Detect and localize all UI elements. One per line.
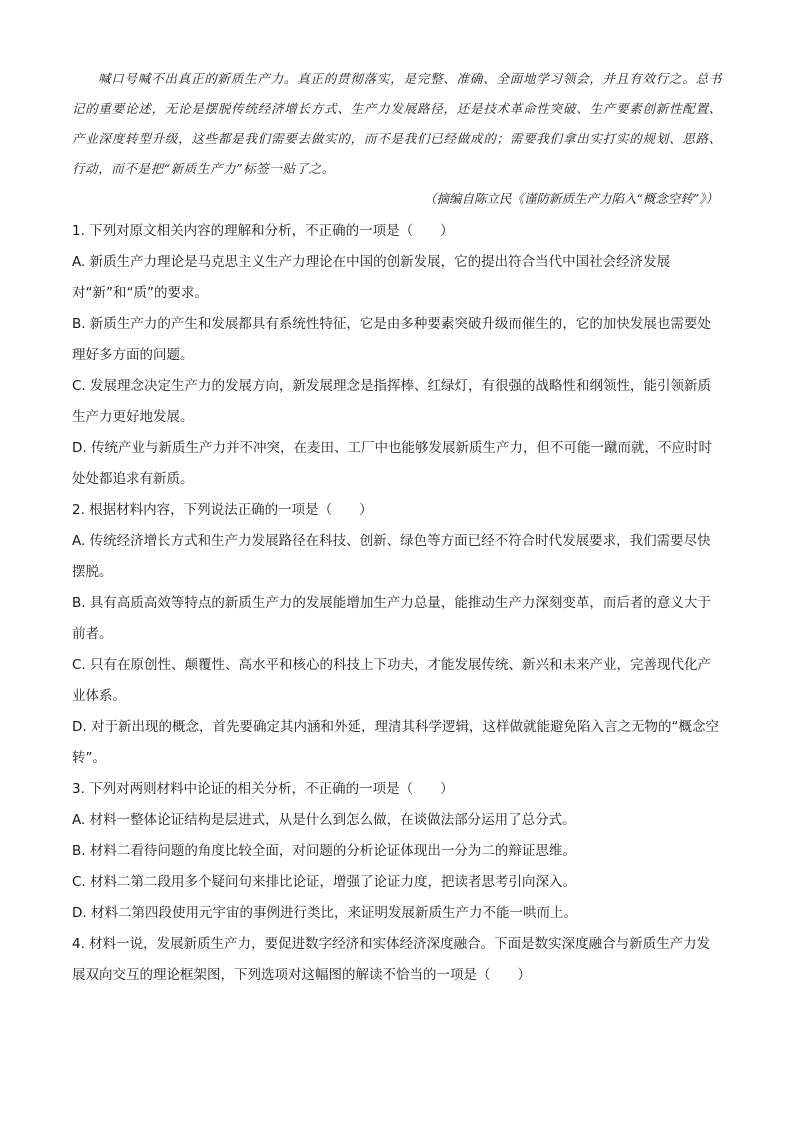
question-list bbox=[72, 216, 722, 991]
option-b: B. 新质生产力的产生和发展都具有系统性特征，它是由多种要素突破升级而催生的，它的加快发展也需要处理好多方面的问题。 bbox=[72, 316, 711, 363]
question-1 bbox=[72, 216, 722, 495]
question-stem: 3. 下列对两则材料中论证的相关分析，不正确的一项是（ ） bbox=[72, 781, 454, 797]
passage-excerpt bbox=[72, 64, 722, 184]
option-a: A. 传统经济增长方式和生产力发展路径在科技、创新、绿色等方面已经不符合时代发展要求，我们需要尽快摆脱。 bbox=[72, 533, 711, 580]
option-a: A. 材料一整体论证结构是层进式，从是什么到怎么做，在谈做法部分运用了总分式。 bbox=[72, 812, 576, 828]
question-4 bbox=[72, 929, 722, 991]
option-b: B. 材料二看待问题的角度比较全面，对问题的分析论证体现出一分为二的辩证思维。 bbox=[72, 843, 576, 859]
option-c: C. 发展理念决定生产力的发展方向，新发展理念是指挥棒、红绿灯，有很强的战略性和纲领性，能引领新质生产力更好地发展。 bbox=[72, 378, 712, 425]
option-a: A. 新质生产力理论是马克思主义生产力理论在中国的创新发展，它的提出符合当代中国社会经济发展对“新”和“质”的要求。 bbox=[72, 254, 671, 301]
option-c: C. 只有在原创性、颠覆性、高水平和核心的科技上下功夫，才能发展传统、新兴和未来产业，完善现代化产业体系。 bbox=[72, 657, 712, 704]
question-stem: 2. 根据材料内容，下列说法正确的一项是（ ） bbox=[72, 502, 373, 518]
question-2 bbox=[72, 495, 722, 774]
passage-source: （摘编自陈立民《谨防新质生产力陷入“概念空转”》） bbox=[423, 191, 718, 206]
option-d: D. 对于新出现的概念，首先要确定其内涵和外延，理清其科学逻辑，这样做就能避免陷入言之无物的“概念空转”。 bbox=[72, 719, 719, 766]
option-d: D. 传统产业与新质生产力并不冲突，在麦田、工厂中也能够发展新质生产力，但不可能一蹴而就，不应时时处处都追求有新质。 bbox=[72, 440, 712, 487]
question-3 bbox=[72, 774, 722, 929]
option-d: D. 材料二第四段使用元宇宙的事例进行类比，来证明发展新质生产力不能一哄而上。 bbox=[72, 905, 577, 921]
passage-paragraph: 喊口号喊不出真正的新质生产力。真正的贯彻落实，是完整、准确、全面地学习领会，并且有效行之。总书记的重要论述，无论是摆脱传统经济增长方式、生产力发展路径，还是技术革命性突破、生产要素创新性配置、产业深度转型升级，这些都是我们需要去做实的，而不是我们已经做成的；需要我们拿出实打实的规划、思路、行动，而不是把“新质生产力”标签一贴了之。 bbox=[72, 71, 722, 176]
question-stem: 4. 材料一说，发展新质生产力，要促进数字经济和实体经济深度融合。下面是数实深度融合与新质生产力发展双向交互的理论框架图，下列选项对这幅图的解读不恰当的一项是（ ） bbox=[72, 936, 711, 983]
option-c: C. 材料二第二段用多个疑问句来排比论证，增强了论证力度，把读者思考引向深入。 bbox=[72, 874, 577, 890]
option-b: B. 具有高质高效等特点的新质生产力的发展能增加生产力总量，能推动生产力深刻变革，而后者的意义大于前者。 bbox=[72, 595, 711, 642]
question-stem: 1. 下列对原文相关内容的理解和分析，不正确的一项是（ ） bbox=[72, 223, 454, 239]
